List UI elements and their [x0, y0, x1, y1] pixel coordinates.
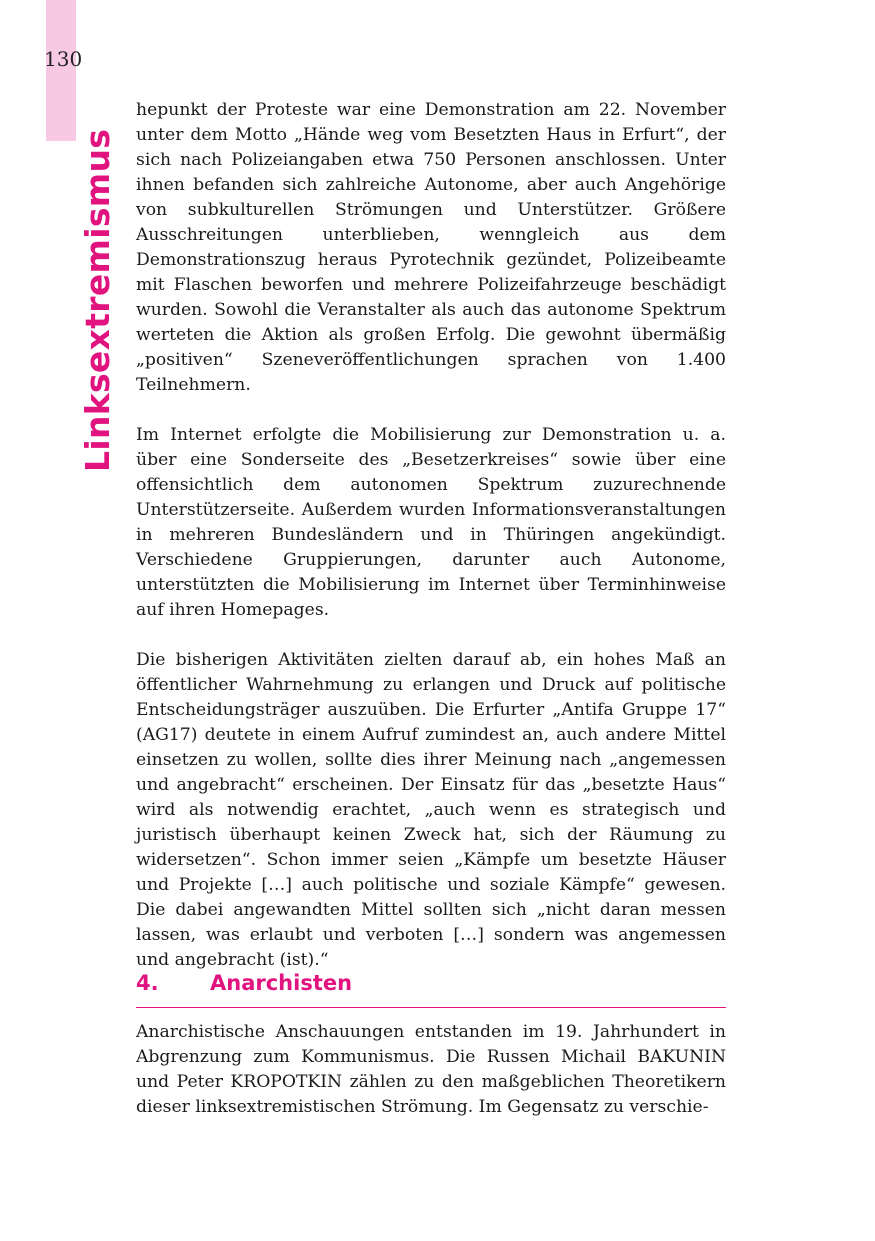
chapter-label: Linksextremismus: [78, 128, 117, 472]
section-body: [136, 1020, 726, 1120]
section-number: 4.: [136, 971, 159, 995]
page-number: 130: [44, 47, 83, 71]
body-text: [136, 98, 726, 973]
section-heading: [136, 967, 726, 1008]
section-title: Anarchisten: [210, 971, 353, 995]
paragraph-2: Im Internet erfolgte die Mobilisierung zur Demonstration u. a. über eine Sonderseite des „Besetzerkreises“ sowie über eine offensichtlich dem autonomen Spektrum zuzurechnende Unterstützerseite. Außerdem wurden Informationsveranstaltungen in mehreren Bundesländern und in Thüringen angekündigt. Verschiedene Gruppierungen, darunter auch Autonome, unterstützten die Mobilisierung im Internet über Terminhinweise auf ihren Homepages.: [136, 425, 726, 620]
section-paragraph: Anarchistische Anschauungen entstanden im 19. Jahrhundert in Abgrenzung zum Kommunismus. Die Russen Michail BAKUNIN und Peter KROPOTKIN zählen zu den maßgeblichen Theoretikern dieser linksextremistischen Strömung. Im Gegensatz zu verschie-: [136, 1022, 726, 1117]
paragraph-1: hepunkt der Proteste war eine Demonstration am 22. November unter dem Motto „Hände weg vom Besetzten Haus in Erfurt“, der sich nach Polizeiangaben etwa 750 Personen anschlossen. Unter ihnen befanden sich zahlreiche Autonome, aber auch Angehörige von subkulturellen Strömungen und Unterstützer. Größere Ausschreitungen unterblieben, wenngleich aus dem Demonstrationszug heraus Pyrotechnik gezündet, Polizeibeamte mit Flaschen beworfen und mehrere Polizeifahrzeuge beschädigt wurden. Sowohl die Veranstalter als auch das autonome Spektrum werteten die Aktion als großen Erfolg. Die gewohnt übermäßig „positiven“ Szeneveröffentlichungen sprachen von 1.400 Teilnehmern.: [136, 100, 726, 395]
paragraph-3: Die bisherigen Aktivitäten zielten darauf ab, ein hohes Maß an öffentlicher Wahrnehmung zu erlangen und Druck auf politische Entscheidungsträger auszuüben. Die Erfurter „Antifa Gruppe 17“ (AG17) deutete in einem Aufruf zumindest an, auch andere Mittel einsetzen zu wollen, sollte dies ihrer Meinung nach „angemessen und angebracht“ erscheinen. Der Einsatz für das „besetzte Haus“ wird als notwendig erachtet, „auch wenn es strategisch und juristisch überhaupt keinen Zweck hat, sich der Räumung zu widersetzen“. Schon immer seien „Kämpfe um besetzte Häuser und Projekte […] auch politische und soziale Kämpfe“ gewesen. Die dabei angewandten Mittel sollten sich „nicht daran messen lassen, was erlaubt und verboten […] sondern was angemessen und angebracht (ist).“: [136, 650, 726, 970]
